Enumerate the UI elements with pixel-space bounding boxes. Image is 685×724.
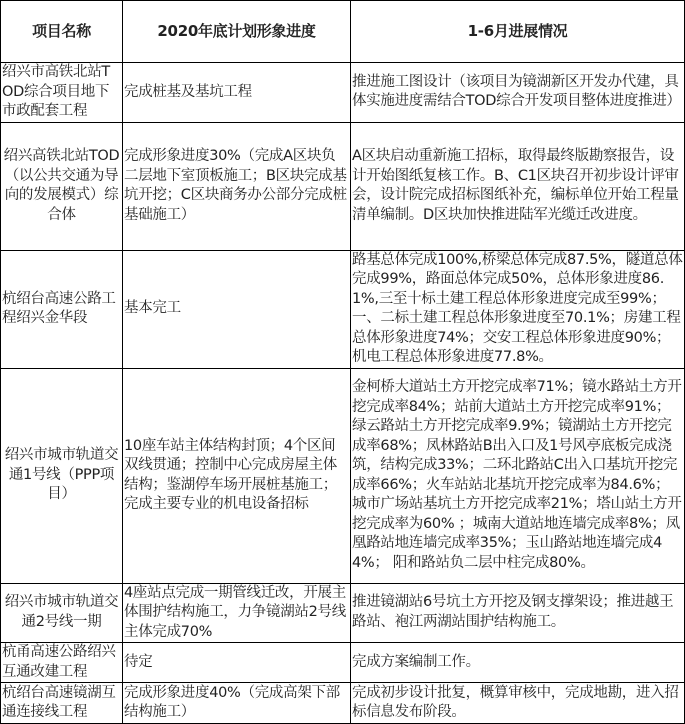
table-row	[1, 643, 685, 683]
header-progress: 1-6月进展情况	[351, 1, 685, 63]
progress-cell: A区块启动重新施工招标，取得最终版勘察报告，设计开始图纸复核工作。B、C1区块召开初步设计评审会，设计院完成招标图纸补充，编标单位开始工程量清单编制。D区块加快推进陆军光缆迁改进度。	[351, 122, 685, 250]
table-row	[1, 683, 685, 724]
table-row	[1, 368, 685, 583]
progress-cell: 金柯桥大道站土方开挖完成率71%；镜水路站土方开挖完成率84%；站前大道站土方开挖完成率91%；绿云路站土方开挖完成率9.9%；镜湖站土方开挖完成率68%；凤林路站B出入口及1号风亭底板完成浇筑，结构完成33%；二环北路站C出入口基坑开挖完成率66%；火车站站北基坑开挖完成率为84.6%；城市广场站基坑土方开挖完成率21%；塔山站土方开挖完成率为60% ；城南大道站地连墙完成率8%；凤凰路站地连墙完成率35%；玉山路站地连墙完成44%； 阳和路站负二层中柱完成80%。	[351, 368, 685, 583]
plan-cell: 待定	[123, 643, 351, 683]
header-project-name: 项目名称	[1, 1, 123, 63]
progress-cell: 路基总体完成100%,桥梁总体完成87.5%，隧道总体完成99%，路面总体完成50%，总体形象进度86.1%,三至十标土建工程总体形象进度完成至99%；一、二标土建工程总体形象进度至70.1%；房建工程总体形象进度74%；交安工程总体形象进度90%；机电工程总体形象进度77.8%。	[351, 250, 685, 368]
plan-cell: 基本完工	[123, 250, 351, 368]
plan-cell: 10座车站主体结构封顶；4个区间双线贯通；控制中心完成房屋主体结构；鉴湖停车场开展桩基施工；完成主要专业的机电设备招标	[123, 368, 351, 583]
plan-cell: 完成桩基及基坑工程	[123, 63, 351, 123]
project-name: 杭甬高速公路绍兴互通改建工程	[1, 643, 123, 683]
plan-cell: 4座站点完成一期管线迁改，开展主体围护结构施工，力争镜湖站2号线主体完成70%	[123, 583, 351, 643]
table-row	[1, 63, 685, 123]
progress-cell: 推进镜湖站6号坑土方开挖及钢支撑架设；推进越王路站、袍江两湖站围护结构施工。	[351, 583, 685, 643]
project-name: 绍兴市高铁北站TOD综合项目地下市政配套工程	[1, 63, 123, 123]
plan-cell: 完成形象进度40%（完成高架下部结构施工）	[123, 683, 351, 724]
project-name: 绍兴市城市轨道交通1号线（PPP项目）	[1, 368, 123, 583]
project-name: 绍兴高铁北站TOD（以公共交通为导向的发展模式）综合体	[1, 122, 123, 250]
project-name: 绍兴市城市轨道交通2号线一期	[1, 583, 123, 643]
progress-cell: 推进施工图设计（该项目为镜湖新区开发办代建，具体实施进度需结合TOD综合开发项目整体进度推进）	[351, 63, 685, 123]
plan-cell: 完成形象进度30%（完成A区块负二层地下室顶板施工；B区块完成基坑开挖；C区块商务办公部分完成桩基础施工）	[123, 122, 351, 250]
table-row	[1, 583, 685, 643]
project-name: 杭绍台高速公路工程绍兴金华段	[1, 250, 123, 368]
table-row	[1, 122, 685, 250]
header-plan: 2020年底计划形象进度	[123, 1, 351, 63]
table-row	[1, 250, 685, 368]
header-row	[1, 1, 685, 63]
progress-cell: 完成初步设计批复，概算审核中，完成地勘，进入招标信息发布阶段。	[351, 683, 685, 724]
progress-cell: 完成方案编制工作。	[351, 643, 685, 683]
project-name: 杭绍台高速镜湖互通连接线工程	[1, 683, 123, 724]
